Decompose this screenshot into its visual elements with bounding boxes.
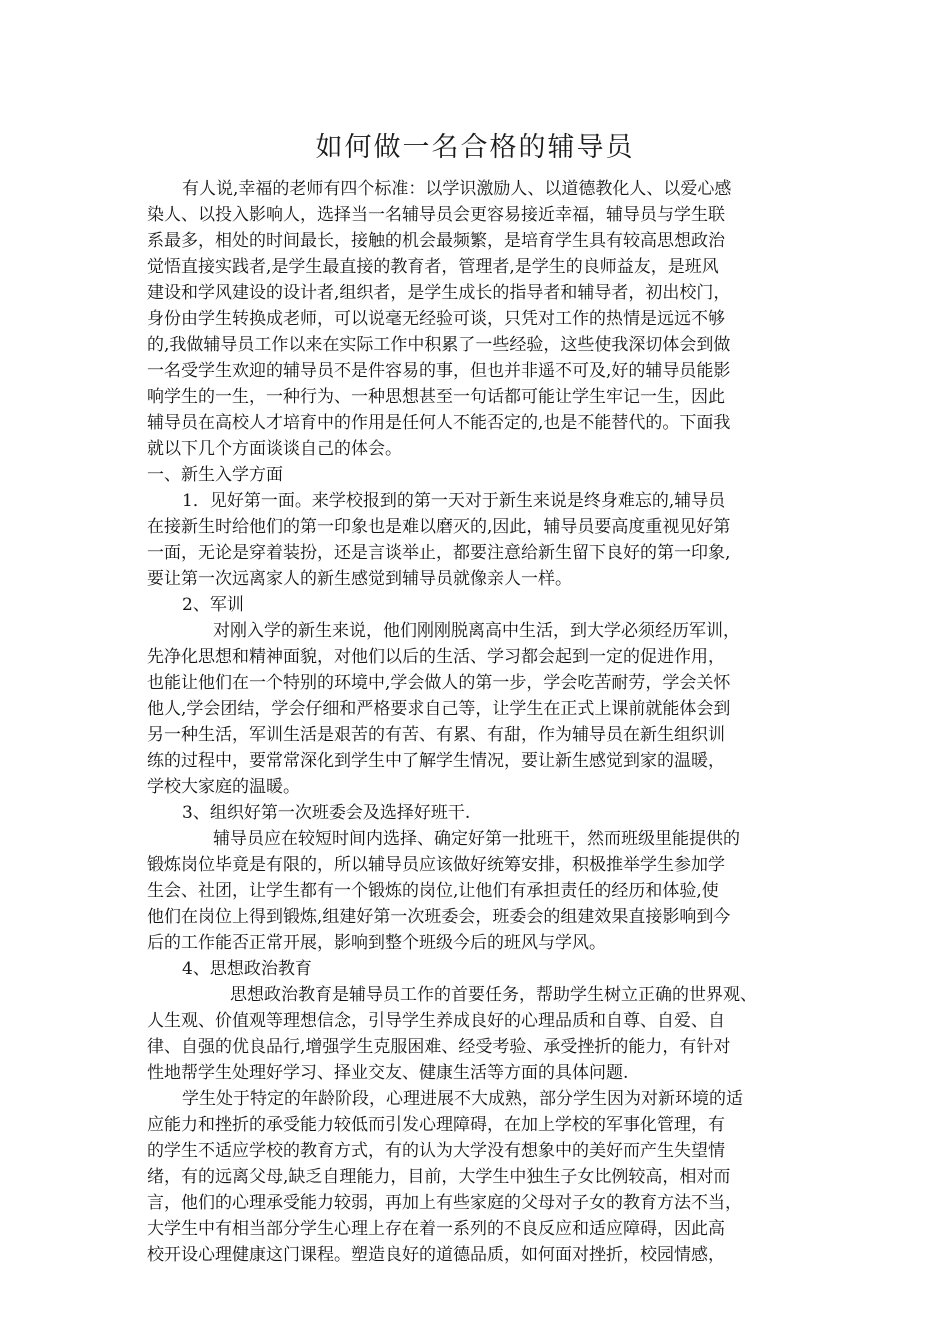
text-line: 有人说,幸福的老师有四个标准：以学识激励人、以道德教化人、以爱心感 — [182, 179, 732, 199]
text-line: 一名受学生欢迎的辅导员不是件容易的事，但也并非遥不可及,好的辅导员能影 — [147, 361, 731, 381]
text-line: 应能力和挫折的承受能力较低而引发心理障碍，在加上学校的军事化管理，有 — [147, 1115, 725, 1135]
text-line: 律、自强的优良品行,增强学生克服困难、经受考验、承受挫折的能力，有针对 — [147, 1037, 731, 1057]
text-line: 锻炼岗位毕竟是有限的，所以辅导员应该做好统筹安排，积极推举学生参加学 — [147, 855, 725, 875]
text-line: 辅导员在高校人才培育中的作用是任何人不能否定的,也是不能替代的。下面我 — [147, 413, 731, 433]
text-line: 他人,学会团结，学会仔细和严格要求自己等，让学生在正式上课前就能体会到 — [147, 699, 731, 719]
text-line: 响学生的一生，一种行为、一种思想甚至一句话都可能让学生牢记一生，因此 — [147, 387, 725, 407]
text-line: 绪，有的远离父母,缺乏自理能力，目前，大学生中独生子女比例较高，相对而 — [147, 1167, 731, 1187]
subsection-heading: 4、思想政治教育 — [182, 959, 312, 979]
text-line: 就以下几个方面谈谈自己的体会。 — [147, 439, 402, 459]
text-line: 的学生不适应学校的教育方式，有的认为大学没有想象中的美好而产生失望情 — [147, 1141, 725, 1161]
text-line: 人生观、价值观等理想信念，引导学生养成良好的心理品质和自尊、自爱、自 — [147, 1011, 725, 1031]
text-line: 练的过程中，要常常深化到学生中了解学生情况，要让新生感觉到家的温暖， — [147, 751, 725, 771]
text-line: 他们在岗位上得到锻炼,组建好第一次班委会，班委会的组建效果直接影响到今 — [147, 907, 731, 927]
text-line: 系最多，相处的时间最长，接触的机会最频繁，是培育学生具有较高思想政治 — [147, 231, 725, 251]
text-line: 生会、社团，让学生都有一个锻炼的岗位,让他们有承担责任的经历和体验,使 — [147, 881, 719, 901]
text-line: 言，他们的心理承受能力较弱，再加上有些家庭的父母对子女的教育方法不当， — [147, 1193, 742, 1213]
text-line: 先净化思想和精神面貌，对他们以后的生活、学习都会起到一定的促进作用， — [147, 647, 725, 667]
section-heading: 一、新生入学方面 — [147, 465, 283, 485]
text-line: 辅导员应在较短时间内选择、确定好第一批班干，然而班级里能提供的 — [213, 829, 740, 849]
subsection-heading: 3、组织好第一次班委会及选择好班干. — [182, 803, 471, 823]
document-title: 如何做一名合格的辅导员 — [315, 132, 635, 163]
text-line: 后的工作能否正常开展，影响到整个班级今后的班风与学风。 — [147, 933, 606, 953]
text-line: 学校大家庭的温暖。 — [147, 777, 300, 797]
text-line: 学生处于特定的年龄阶段，心理进展不大成熟，部分学生因为对新环境的适 — [182, 1089, 743, 1109]
text-line: 对刚入学的新生来说，他们刚刚脱离高中生活，到大学必须经历军训， — [213, 621, 740, 641]
text-line: 性地帮学生处理好学习、择业交友、健康生活等方面的具体问题. — [147, 1063, 629, 1083]
text-line: 建设和学风建设的设计者,组织者，是学生成长的指导者和辅导者，初出校门， — [147, 283, 731, 303]
text-line: 的,我做辅导员工作以来在实际工作中积累了一些经验，这些使我深切体会到做 — [147, 335, 731, 355]
text-line: 大学生中有相当部分学生心理上存在着一系列的不良反应和适应障碍，因此高 — [147, 1219, 725, 1239]
subsection-first-line: 1．见好第一面。来学校报到的第一天对于新生来说是终身难忘的,辅导员 — [182, 491, 726, 511]
text-line: 一面，无论是穿着装扮，还是言谈举止，都要注意给新生留下良好的第一印象, — [147, 543, 731, 563]
text-line: 另一种生活，军训生活是艰苦的有苦、有累、有甜，作为辅导员在新生组织训 — [147, 725, 725, 745]
text-line: 校开设心理健康这门课程。塑造良好的道德品质，如何面对挫折，校园情感， — [147, 1245, 725, 1265]
text-line: 觉悟直接实践者,是学生最直接的教育者，管理者,是学生的良师益友，是班风 — [147, 257, 719, 277]
text-line: 染人、以投入影响人，选择当一名辅导员会更容易接近幸福，辅导员与学生联 — [147, 205, 725, 225]
text-line: 在接新生时给他们的第一印象也是难以磨灭的,因此，辅导员要高度重视见好第 — [147, 517, 731, 537]
text-line: 思想政治教育是辅导员工作的首要任务，帮助学生树立正确的世界观、 — [230, 985, 757, 1005]
text-line: 身份由学生转换成老师，可以说毫无经验可谈，只凭对工作的热情是远远不够 — [147, 309, 725, 329]
subsection-heading: 2、军训 — [182, 595, 244, 615]
text-line: 也能让他们在一个特别的环境中,学会做人的第一步，学会吃苦耐劳，学会关怀 — [147, 673, 731, 693]
text-line: 要让第一次远离家人的新生感觉到辅导员就像亲人一样。 — [147, 569, 572, 589]
